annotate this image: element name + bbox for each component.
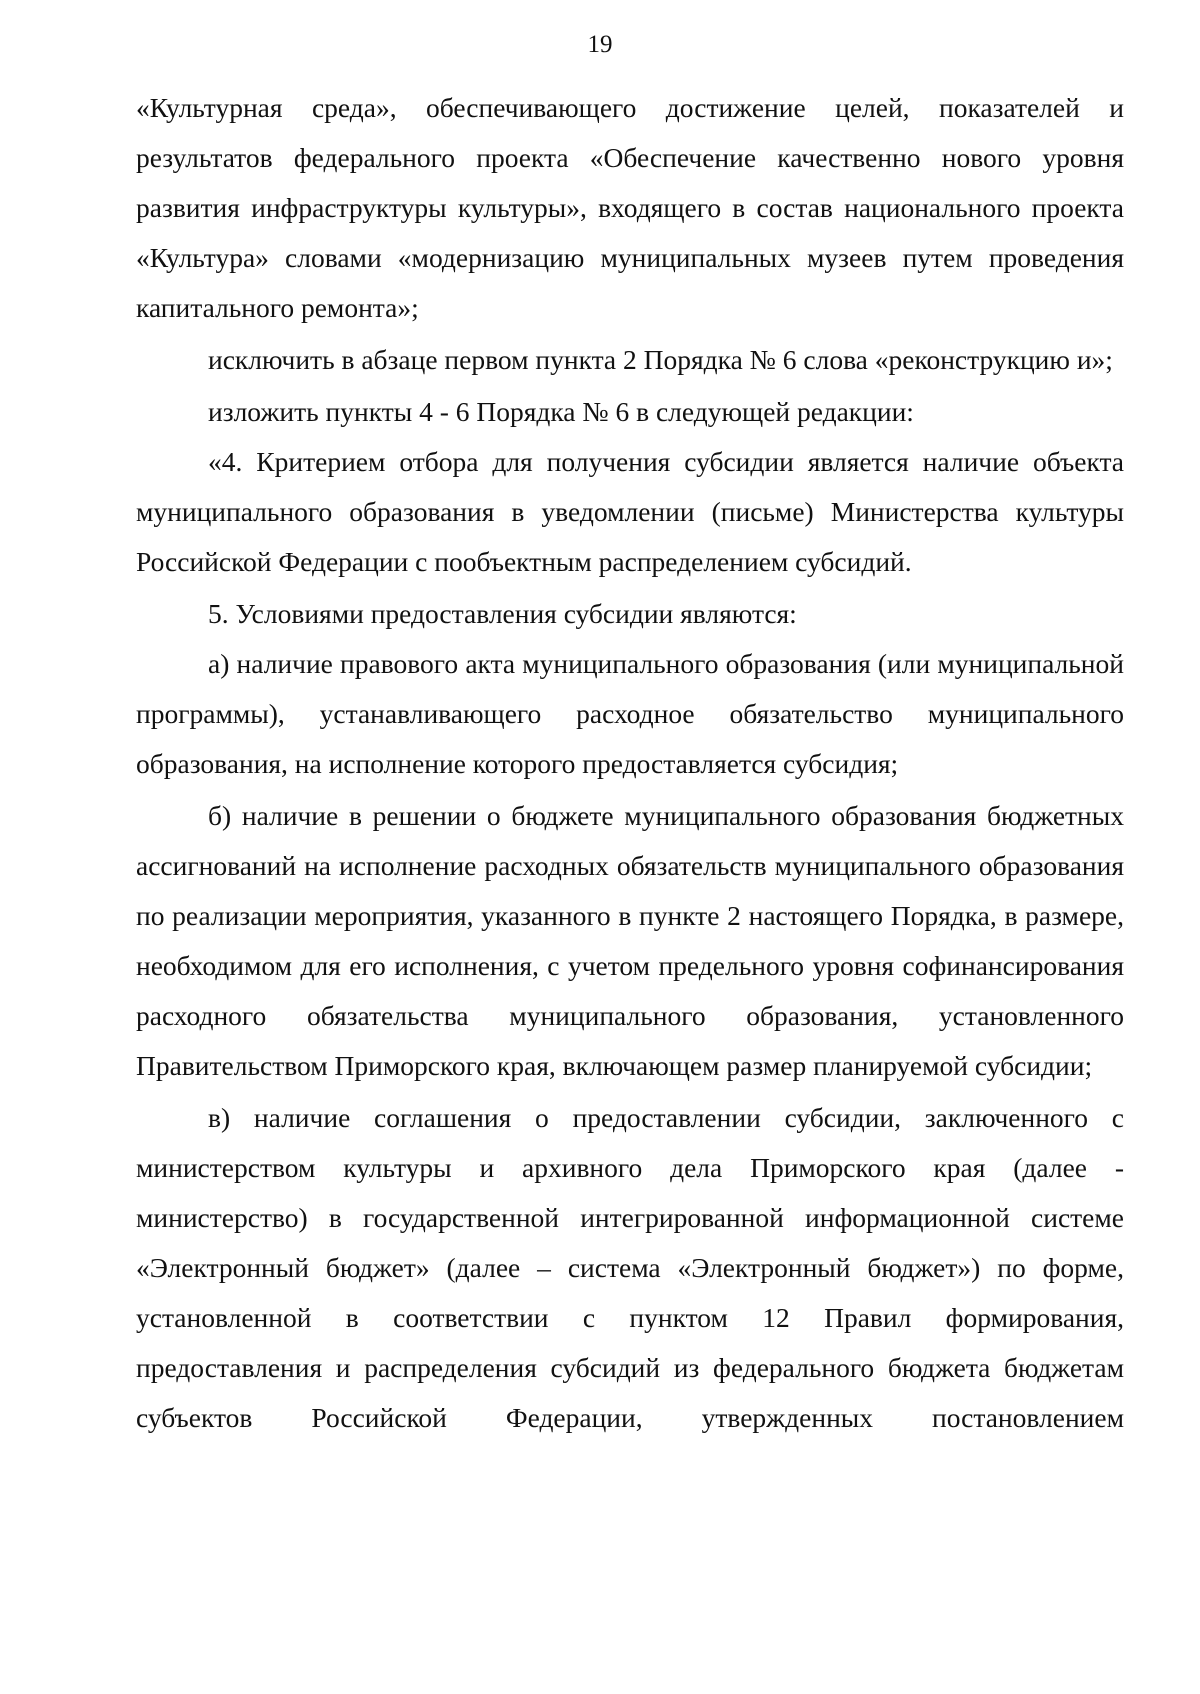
paragraph-point-5: 5. Условиями предоставления субсидии являются: — [208, 598, 797, 629]
paragraph-continuation: «Культурная среда», обеспечивающего достижение целей, показателей и результатов федерального проекта «Обеспечение качественно нового уровня развития инфраструктуры культуры», входящего в состав национального проекта «Культура» словами «модернизацию муниципальных музеев путем проведения капитального ремонта»; — [136, 92, 1124, 323]
paragraph-condition-v: в) наличие соглашения о предоставлении субсидии, заключенного с министерством культуры и архивного дела Приморского края (далее - министерство) в государственной интегрированной информационной системе «Электронный бюджет» (далее – система «Электронный бюджет») по форме, установленной в соответствии с пунктом 12 Правил формирования, предоставления и распределения субсидий из федерального бюджета бюджетам субъектов Российской Федерации, утвержденных постановлением — [136, 1102, 1124, 1433]
paragraph-exclude-words: исключить в абзаце первом пункта 2 Порядка № 6 слова «реконструкцию и»; — [208, 344, 1113, 375]
document-body — [136, 83, 1124, 1443]
page-number: 19 — [587, 31, 613, 58]
paragraph-point-4: «4. Критерием отбора для получения субсидии является наличие объекта муниципального образования в уведомлении (письме) Министерства культуры Российской Федерации с пообъектным распределением субсидий. — [136, 446, 1124, 577]
paragraph-condition-b: б) наличие в решении о бюджете муниципального образования бюджетных ассигнований на исполнение расходных обязательств муниципального образования по реализации мероприятия, указанного в пункте 2 настоящего Порядка, в размере, необходимом для его исполнения, с учетом предельного уровня софинансирования расходного обязательства муниципального образования, установленного Правительством Приморского края, включающем размер планируемой субсидии; — [136, 800, 1124, 1081]
paragraph-condition-a: а) наличие правового акта муниципального образования (или муниципальной программы), устанавливающего расходное обязательство муниципального образования, на исполнение которого предоставляется субсидия; — [136, 648, 1124, 779]
paragraph-restate-points: изложить пункты 4 - 6 Порядка № 6 в следующей редакции: — [208, 396, 914, 427]
